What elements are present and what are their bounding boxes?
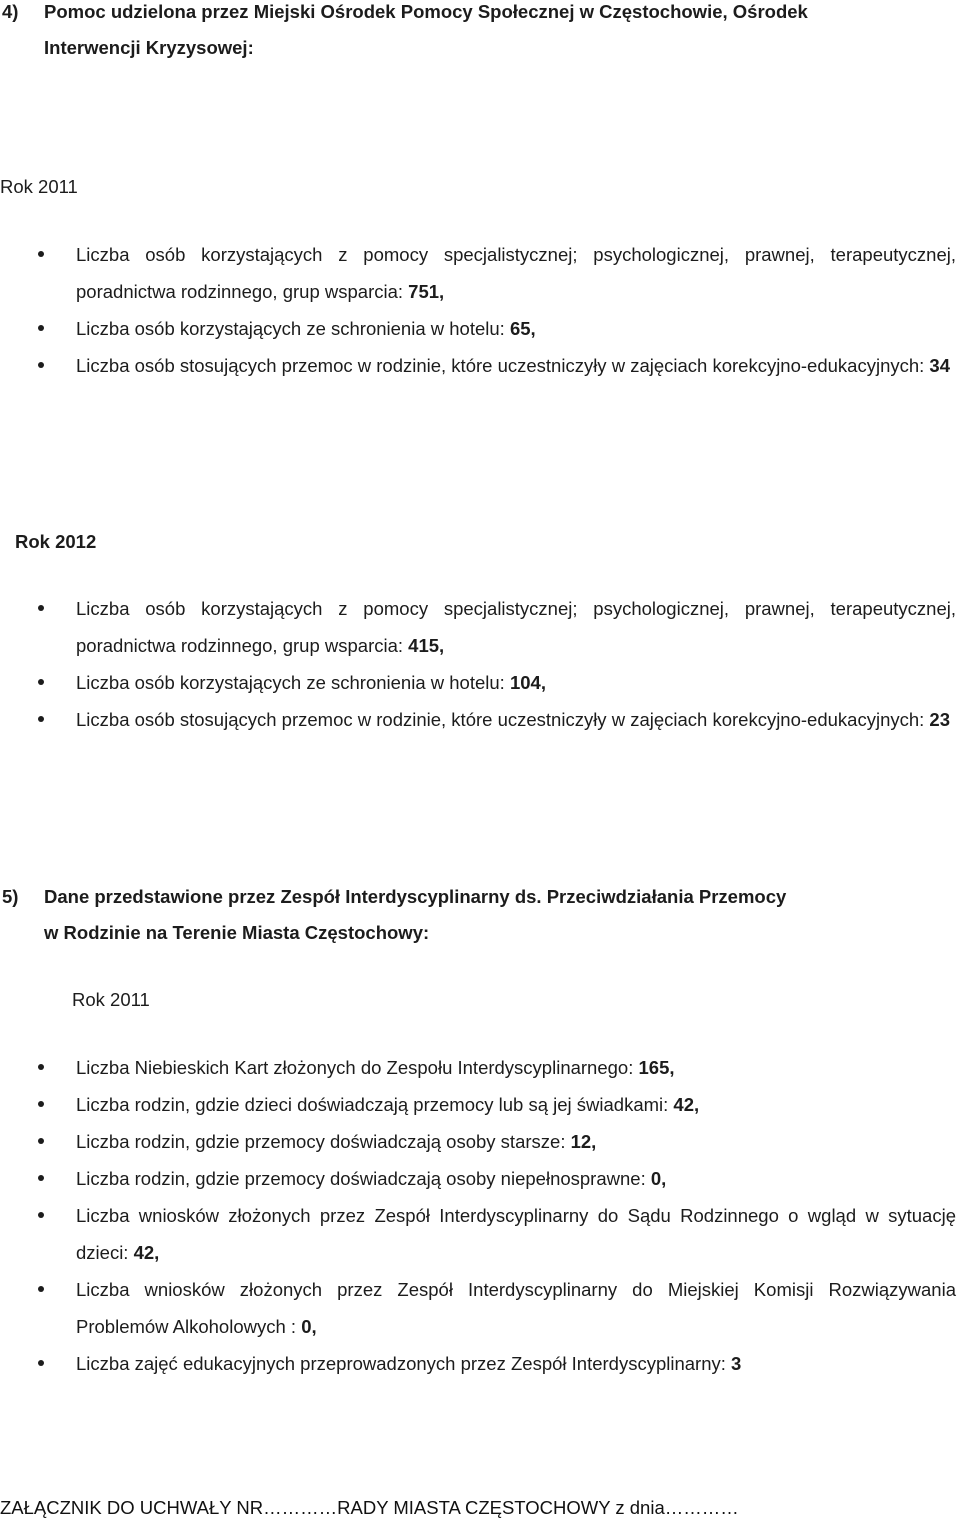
bullet-icon xyxy=(38,251,44,257)
list-item: Liczba osób korzystających z pomocy specjalistycznej; psychologicznej, prawnej, terapeutycznej, poradnictwa rodzinnego, grup wsparcia: 751, xyxy=(0,236,956,310)
section-4-heading xyxy=(0,0,940,66)
bullet-icon xyxy=(38,1175,44,1181)
bullet-icon xyxy=(38,362,44,368)
zespol-2011-list xyxy=(0,1049,956,1382)
list-item: Liczba osób korzystających ze schronienia w hotelu: 104, xyxy=(0,664,956,701)
bullet-icon xyxy=(38,325,44,331)
section-5-title-line1: Dane przedstawione przez Zespół Interdyscyplinarny ds. Przeciwdziałania Przemocy xyxy=(44,886,787,907)
list-item: Liczba wniosków złożonych przez Zespół Interdyscyplinarny do Sądu Rodzinnego o wgląd w sytuację dzieci: 42, xyxy=(0,1197,956,1271)
list-item: Liczba rodzin, gdzie przemocy doświadczają osoby niepełnosprawne: 0, xyxy=(0,1160,956,1197)
list-item: Liczba wniosków złożonych przez Zespół Interdyscyplinarny do Miejskiej Komisji Rozwiązywania Problemów Alkoholowych : 0, xyxy=(0,1271,956,1345)
bullet-icon xyxy=(38,1212,44,1218)
section-4-number: 4) xyxy=(2,1,19,22)
bullet-icon xyxy=(38,605,44,611)
bullet-icon xyxy=(38,716,44,722)
list-item: Liczba rodzin, gdzie przemocy doświadczają osoby starsze: 12, xyxy=(0,1123,956,1160)
list-item: Liczba osób korzystających z pomocy specjalistycznej; psychologicznej, prawnej, terapeutycznej, poradnictwa rodzinnego, grup wsparcia: 415, xyxy=(0,590,956,664)
section-5-number: 5) xyxy=(2,886,19,907)
bullet-icon xyxy=(38,1064,44,1070)
year-label-2011: Rok 2011 xyxy=(0,176,78,197)
bullet-icon xyxy=(38,679,44,685)
section-5-heading xyxy=(0,879,940,951)
year-2011-list xyxy=(0,236,956,384)
bullet-icon xyxy=(38,1101,44,1107)
list-item: Liczba zajęć edukacyjnych przeprowadzonych przez Zespół Interdyscyplinarny: 3 xyxy=(0,1345,956,1382)
list-item: Liczba Niebieskich Kart złożonych do Zespołu Interdyscyplinarnego: 165, xyxy=(0,1049,956,1086)
bullet-icon xyxy=(38,1286,44,1292)
year-2012-list xyxy=(0,590,956,738)
section-4-title-line2: Interwencji Kryzysowej: xyxy=(44,37,254,58)
list-item: Liczba osób stosujących przemoc w rodzinie, które uczestniczyły w zajęciach korekcyjno-edukacyjnych: 23 xyxy=(0,701,956,738)
list-item: Liczba osób stosujących przemoc w rodzinie, które uczestniczyły w zajęciach korekcyjno-edukacyjnych: 34 xyxy=(0,347,956,384)
bullet-icon xyxy=(38,1138,44,1144)
list-item: Liczba rodzin, gdzie dzieci doświadczają przemocy lub są jej świadkami: 42, xyxy=(0,1086,956,1123)
page-footer: ZAŁĄCZNIK DO UCHWAŁY NR…………RADY MIASTA CZĘSTOCHOWY z dnia………… xyxy=(0,1497,739,1518)
list-item: Liczba osób korzystających ze schronienia w hotelu: 65, xyxy=(0,310,956,347)
section-4-title-line1: Pomoc udzielona przez Miejski Ośrodek Pomocy Społecznej w Częstochowie, Ośrodek xyxy=(44,1,808,22)
year-label-2011-zespol: Rok 2011 xyxy=(72,989,150,1010)
section-5-title-line2: w Rodzinie na Terenie Miasta Częstochowy: xyxy=(44,922,430,943)
year-label-2012: Rok 2012 xyxy=(15,531,97,552)
bullet-icon xyxy=(38,1360,44,1366)
